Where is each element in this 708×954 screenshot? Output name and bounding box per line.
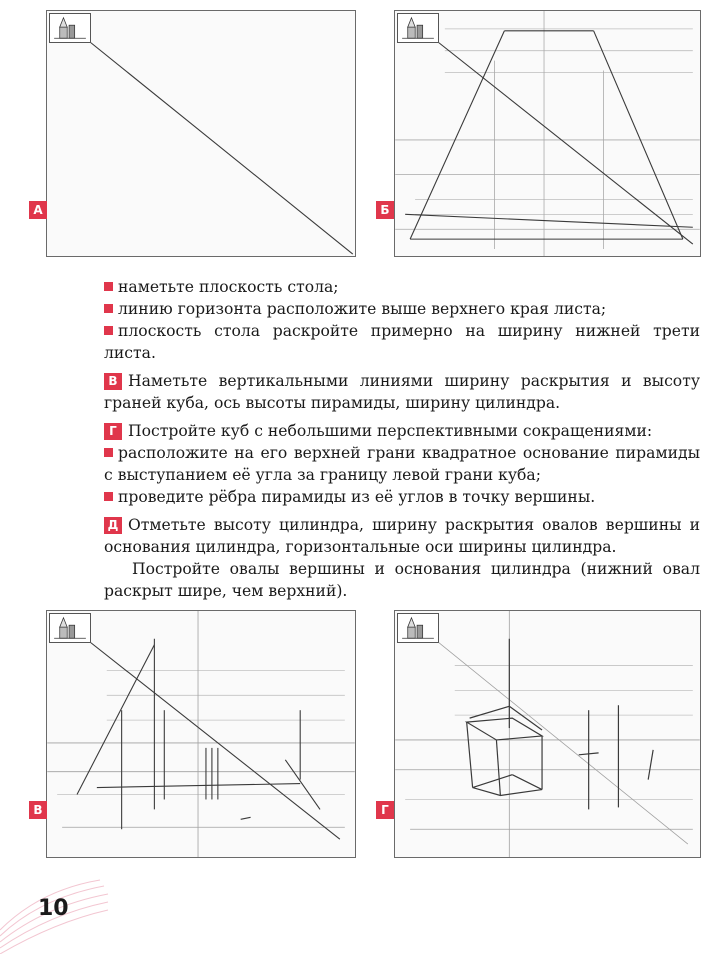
closing-paragraph: Постройте овалы вершины и основания цилиндра (нижний овал раскрыт шире, чем верхний). [104,560,700,600]
figure-v-label: В [29,801,47,819]
figure-a-label: А [29,201,47,219]
figure-b-label: Б [376,201,394,219]
figure-g-drawing [395,611,700,857]
step-d-text: Отметьте высоту цилиндра, ширину раскрытия овалов вершины и основания цилиндра, горизонтальные оси ширины цилиндра. [104,516,700,556]
figure-g-label: Г [376,801,394,819]
step-d [104,514,700,558]
bullet-square-icon [104,492,113,501]
bullet-square-icon [104,448,113,457]
show-through-lines [405,666,693,800]
step-v-text: Наметьте вертикальными линиями ширину раскрытия и высоту граней куба, ось высоты пирамиды, ширину цилиндра. [104,372,700,412]
bullet-square-icon [104,282,113,291]
step-g [104,420,700,442]
guide-lines [395,11,700,256]
show-through-lines [57,671,345,795]
step-g-text: Постройте куб с небольшими перспективными сокращениями: [128,422,653,440]
cube-and-pyramid [467,639,653,810]
step-v [104,370,700,414]
bullet-square-icon [104,304,113,313]
bullet-item: линию горизонта расположите выше верхнего края листа; [104,298,700,320]
figure-b-drawing [395,11,700,256]
figure-g [394,610,701,858]
step-d-marker: Д [104,517,122,534]
figure-a-drawing [47,11,355,256]
guide-lines [47,611,355,857]
step-v-marker: В [104,373,122,390]
guide-lines [395,611,700,857]
figure-v [46,610,356,858]
bullet-item: плоскость стола раскройте примерно на ширину нижней трети листа. [104,322,700,362]
bullet-item: наметьте плоскость стола; [104,276,700,298]
figure-a [46,10,356,257]
figure-b [394,10,701,257]
construction-lines [405,31,693,244]
bullet-square-icon [104,326,113,335]
bullet-item: проведите рёбра пирамиды из её углов в точку вершины. [104,486,700,508]
construction-lines [77,639,340,839]
figure-v-drawing [47,611,355,857]
bullet-item: расположите на его верхней грани квадратное основание пирамиды с выступанием её угла за границу левой грани куба; [104,444,700,484]
instructions [104,276,700,602]
step-g-marker: Г [104,423,122,440]
page-number: 10 [38,896,69,921]
